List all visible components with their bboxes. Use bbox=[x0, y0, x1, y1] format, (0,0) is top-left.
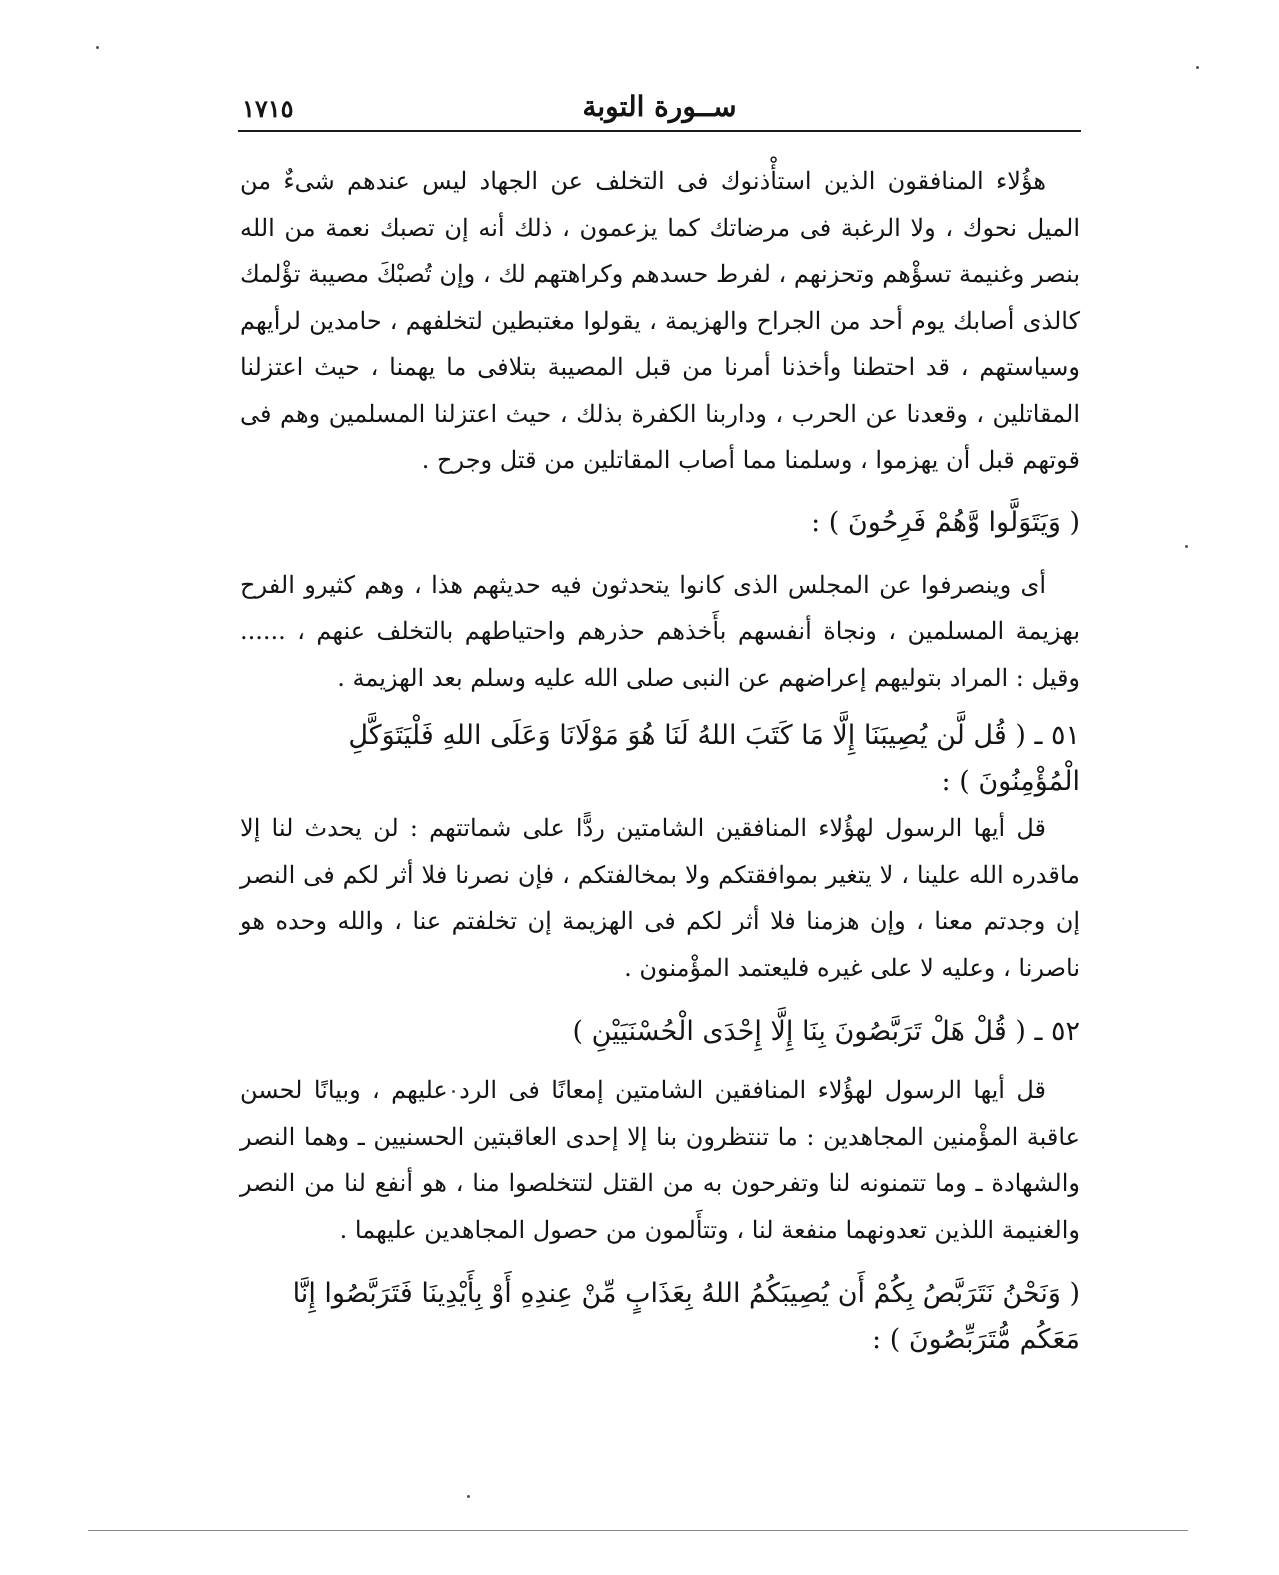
quran-verse: ( وَيَتَوَلَّوا وَّهُمْ فَرِحُونَ ) : bbox=[811, 506, 1080, 538]
commentary-paragraph: قل أيها الرسول لهؤُلاء المنافقين الشامتين إمعانًا فى الرد عليهم ، وبيانًا لحسن عاقبة المؤْمنين المجاهدين : ما تنتظرون بنا إلا إحدى العاقبتين الحسنيين ـ وهما النصر والشهادة ـ وما تتمنونه لنا وتفرحون به من القتل لتتخلصوا منا ، هو أنفع لنا من النصر والغنيمة اللذين تعدونهما منفعة لنا ، وتتأَلمون من حصول المجاهدين عليهما . bbox=[240, 1076, 1080, 1244]
quran-verse: ( وَنَحْنُ نَتَرَبَّصُ بِكُمْ أَن يُصِيبَكُمُ اللهُ بِعَذَابٍ مِّنْ عِندِهِ أَوْ بِأَيْدِينَا فَتَرَبَّصُوا إِنَّا مَعَكُم مُّتَرَبِّصُونَ ) : bbox=[292, 1278, 1080, 1355]
scan-speck bbox=[1185, 545, 1188, 548]
scan-speck bbox=[467, 1495, 470, 1498]
commentary-paragraph: أى وينصرفوا عن المجلس الذى كانوا يتحدثون فيه حديثهم هذا ، وهم كثيرو الفرح بهزيمة المسلمين ، ونجاة أنفسهم بأَخذهم حذرهم واحتياطهم بالتخلف عنهم ، ...... وقيل : المراد بتوليهم إعراضهم عن النبى صلى الله عليه وسلم بعد الهزيمة . bbox=[240, 570, 1080, 692]
page-number: ١٧١٥ bbox=[242, 94, 294, 123]
commentary-paragraph: قل أيها الرسول لهؤُلاء المنافقين الشامتين ردًّا على شماتتهم : لن يحدث لنا إلا ماقدره الله علينا ، لا يتغير بموافقتكم ولا بمخالفتكم ، فإن نصرنا فلا أثر لكم فى النصر إن وجدتم معنا ، وإن هزمنا فلا أثر لكم فى الهزيمة إن تخلفتم عنا ، والله وحده هو ناصرنا ، وعليه لا على غيره فليعتمد المؤْمنون . bbox=[240, 814, 1080, 982]
page-body bbox=[240, 158, 1080, 1363]
scan-speck bbox=[96, 46, 99, 49]
quran-verse: ٥٢ ـ ( قُلْ هَلْ تَرَبَّصُونَ بِنَا إِلَّا إِحْدَى الْحُسْنَيَيْنِ ) bbox=[572, 1016, 1080, 1047]
header-rule bbox=[238, 130, 1081, 132]
page-header bbox=[238, 88, 1081, 128]
quran-verse: ٥١ ـ ( قُل لَّن يُصِيبَنَا إِلَّا مَا كَتَبَ اللهُ لَنَا هُوَ مَوْلَانَا وَعَلَى اللهِ فَلْيَتَوَكَّلِ الْمُؤْمِنُونَ ) : bbox=[348, 720, 1080, 797]
bottom-edge-line bbox=[88, 1530, 1188, 1531]
scan-speck bbox=[1196, 66, 1199, 69]
surah-title: ســورة التوبة bbox=[582, 90, 737, 123]
commentary-paragraph: هؤُلاء المنافقون الذين استأْذنوك فى التخلف عن الجهاد ليس عندهم شىءٌ من الميل نحوك ، ولا الرغبة فى مرضاتك كما يزعمون ، ذلك أنه إن تصبك نعمة من الله بنصر وغنيمة تسؤْهم وتحزنهم ، لفرط حسدهم وكراهتهم لك ، وإن تُصبْكَ مصيبة تؤْلمك كالذى أصابك يوم أحد من الجراح والهزيمة ، يقولوا مغتبطين لتخلفهم ، حامدين لرأيهم وسياستهم ، قد احتطنا وأخذنا أمرنا من قبل المصيبة بتلافى ما يهمنا ، حيث اعتزلنا المقاتلين ، وقعدنا عن الحرب ، وداربنا الكفرة بذلك ، حيث اعتزلنا المسلمين وهم فى قوتهم قبل أن يهزموا ، وسلمنا مما أصاب المقاتلين من قتل وجرح . bbox=[240, 167, 1080, 474]
